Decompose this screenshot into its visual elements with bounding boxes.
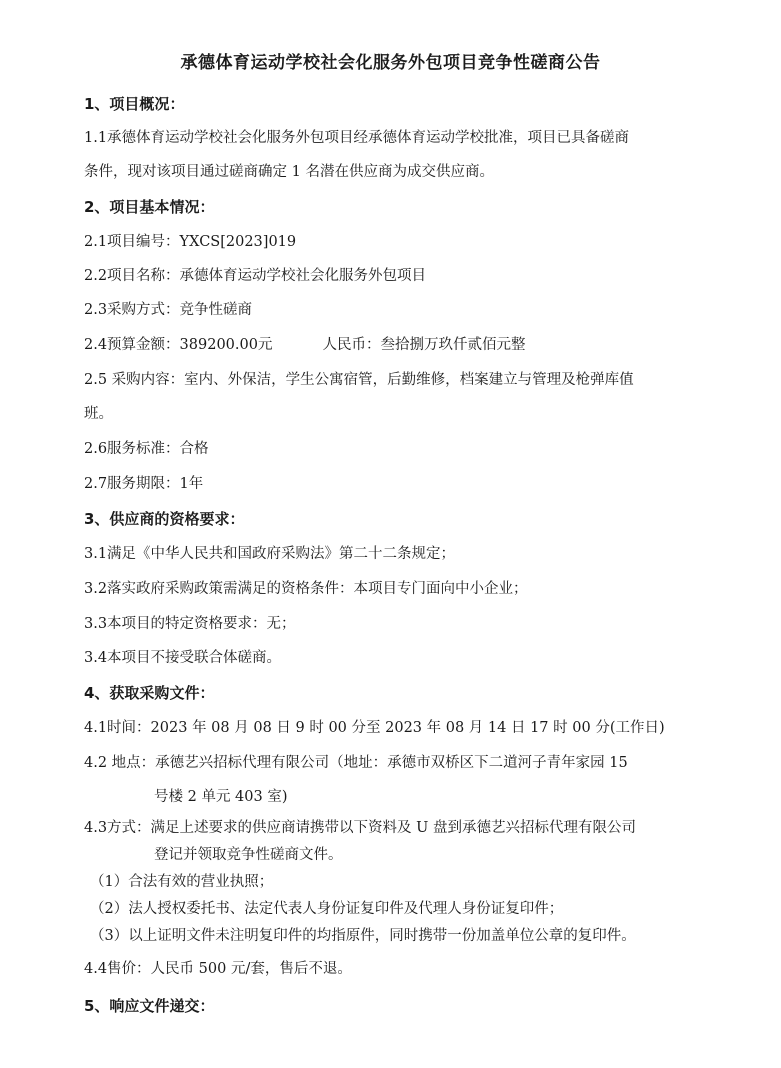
section-heading-basic-info: 2、项目基本情况： bbox=[84, 198, 215, 216]
obtain-time: 4.1时间：2023 年 08 月 08 日 9 时 00 分至 2023 年 08 月 14 日 17 时 00 分(工作日) bbox=[84, 720, 665, 736]
project-number: 2.1项目编号：YXCS[2023]019 bbox=[84, 234, 297, 250]
overview-paragraph-line2: 条件，现对该项目通过磋商确定 1 名潜在供应商为成交供应商。 bbox=[84, 164, 494, 180]
qualification-item: 3.3本项目的特定资格要求：无； bbox=[84, 616, 296, 632]
required-document-item: （2）法人授权委托书、法定代表人身份证复印件及代理人身份证复印件； bbox=[90, 901, 564, 917]
required-document-item: （3）以上证明文件未注明复印件的均指原件，同时携带一份加盖单位公章的复印件。 bbox=[90, 928, 636, 944]
obtain-method-line2: 登记并领取竞争性磋商文件。 bbox=[154, 847, 343, 863]
page-title: 承德体育运动学校社会化服务外包项目竞争性磋商公告 bbox=[180, 53, 601, 73]
service-standard: 2.6服务标准：合格 bbox=[84, 441, 209, 457]
section-heading-overview: 1、项目概况： bbox=[84, 95, 185, 113]
obtain-method-line1: 4.3方式：满足上述要求的供应商请携带以下资料及 U 盘到承德艺兴招标代理有限公司 bbox=[84, 820, 636, 836]
procurement-method: 2.3采购方式：竞争性磋商 bbox=[84, 302, 253, 318]
budget-amount bbox=[84, 335, 525, 355]
section-heading-response-submission: 5、响应文件递交： bbox=[84, 997, 215, 1015]
obtain-location-line1: 4.2 地点：承德艺兴招标代理有限公司（地址：承德市双桥区下二道河子青年家园 15 bbox=[84, 755, 628, 771]
section-heading-qualifications: 3、供应商的资格要求： bbox=[84, 510, 245, 528]
budget-in-words: 人民币：叁拾捌万玖仟贰佰元整 bbox=[322, 337, 526, 353]
procurement-content-line2: 班。 bbox=[84, 406, 113, 422]
section-heading-obtain-documents: 4、获取采购文件： bbox=[84, 684, 215, 702]
service-period: 2.7服务期限：1年 bbox=[84, 476, 204, 492]
budget-numeric: 2.4预算金额：389200.00元 bbox=[84, 337, 273, 353]
obtain-location-line2: 号楼 2 单元 403 室) bbox=[154, 789, 288, 805]
document-price: 4.4售价：人民币 500 元/套，售后不退。 bbox=[84, 961, 352, 977]
required-document-item: （1）合法有效的营业执照； bbox=[90, 874, 274, 890]
procurement-content-line1: 2.5 采购内容：室内、外保洁，学生公寓宿管，后勤维修，档案建立与管理及枪弹库值 bbox=[84, 372, 634, 388]
qualification-item: 3.2落实政府采购政策需满足的资格条件：本项目专门面向中小企业； bbox=[84, 581, 528, 597]
qualification-item: 3.1满足《中华人民共和国政府采购法》第二十二条规定； bbox=[84, 546, 456, 562]
project-name: 2.2项目名称：承德体育运动学校社会化服务外包项目 bbox=[84, 268, 427, 284]
qualification-item: 3.4本项目不接受联合体磋商。 bbox=[84, 650, 282, 666]
overview-paragraph-line1: 1.1承德体育运动学校社会化服务外包项目经承德体育运动学校批准，项目已具备磋商 bbox=[84, 130, 630, 146]
